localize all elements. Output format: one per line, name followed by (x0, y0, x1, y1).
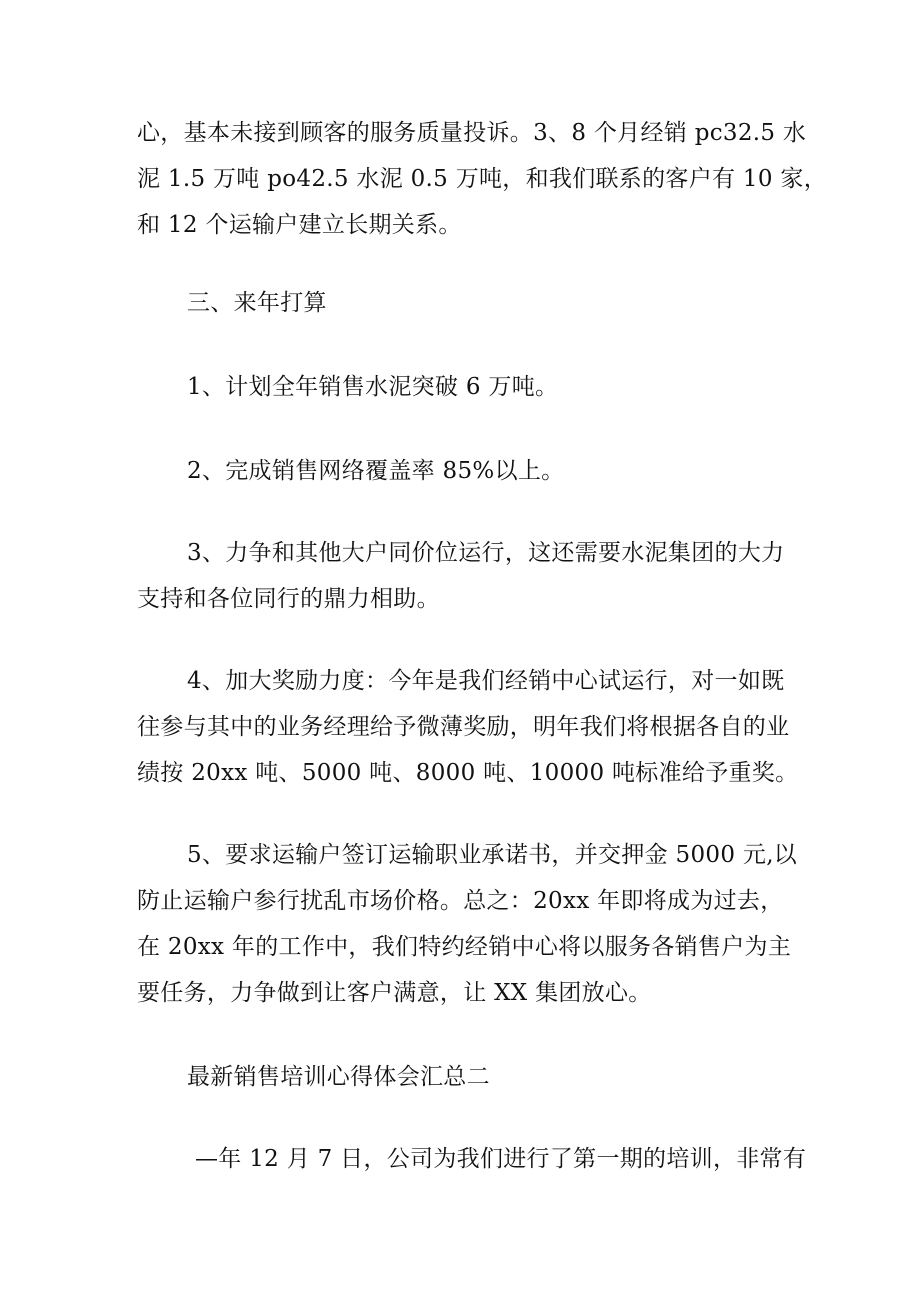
list-item-4-continuation: 绩按 20xx 吨、5000 吨、8000 吨、10000 吨标准给予重奖。 (137, 760, 799, 786)
paragraph-line: 心，基本未接到顾客的服务质量投诉。3、8 个月经销 pc32.5 水 (137, 120, 807, 146)
list-item-3-continuation: 支持和各位同行的鼎力相助。 (137, 586, 440, 612)
paragraph-line: —年 12 月 7 日，公司为我们进行了第一期的培训，非常有 (195, 1146, 807, 1172)
article-title: 最新销售培训心得体会汇总二 (187, 1064, 490, 1090)
list-item-5: 5、要求运输户签订运输职业承诺书，并交押金 5000 元,以 (187, 842, 798, 868)
list-item-5-continuation: 在 20xx 年的工作中，我们特约经销中心将以服务各销售户为主 (137, 934, 792, 960)
section-heading: 三、来年打算 (187, 290, 327, 316)
list-item-2: 2、完成销售网络覆盖率 85%以上。 (187, 458, 565, 484)
paragraph-line: 泥 1.5 万吨 po42.5 水泥 0.5 万吨，和我们联系的客户有 10 家， (137, 166, 827, 192)
list-item-4-continuation: 往参与其中的业务经理给予微薄奖励，明年我们将根据各自的业 (137, 714, 790, 740)
list-item-3: 3、力争和其他大户同价位运行，这还需要水泥集团的大力 (187, 540, 785, 566)
list-item-5-continuation: 要任务，力争做到让客户满意，让 XX 集团放心。 (137, 980, 652, 1006)
list-item-5-continuation: 防止运输户参行扰乱市场价格。总之：20xx 年即将成为过去， (137, 888, 784, 914)
list-item-1: 1、计划全年销售水泥突破 6 万吨。 (187, 374, 559, 400)
list-item-4: 4、加大奖励力度：今年是我们经销中心试运行，对一如既 (187, 668, 785, 694)
paragraph-line: 和 12 个运输户建立长期关系。 (137, 212, 462, 238)
